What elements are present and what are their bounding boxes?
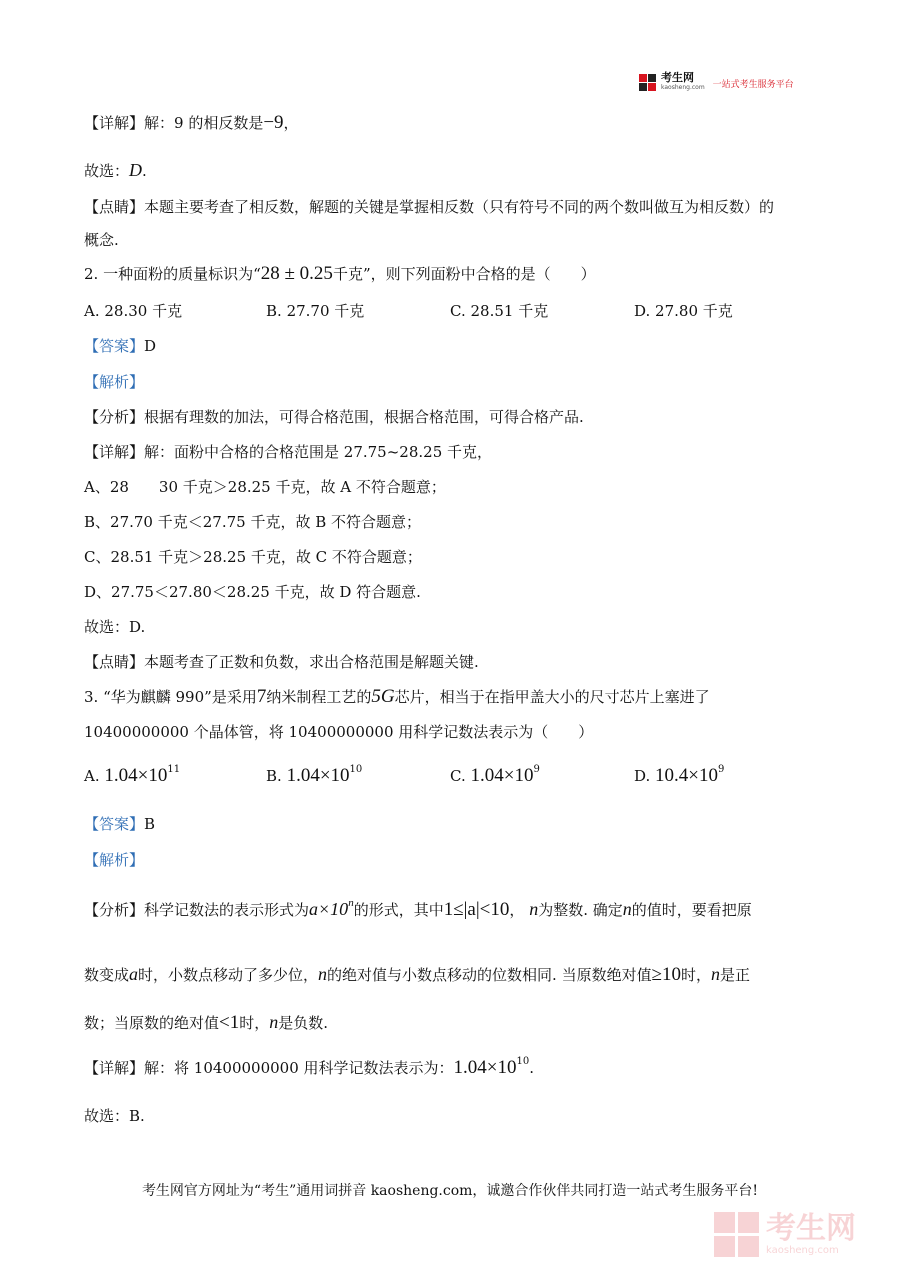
q2-detail: 【详解】解：面粉中合格的合格范围是 27.75~28.25 千克， [84,443,493,461]
q3-choose: 故选：B. [84,1107,145,1125]
q2-line-d: D、27.75＜27.80＜28.25 千克，故 D 符合题意. [84,583,421,601]
q3-fenxi-line2: 数变成a时，小数点移动了多少位，n的绝对值与小数点移动的位数相同. 当原数绝对值≥10时，n是正 [84,964,751,985]
logo-cn: 考生网 [661,71,694,84]
q3-fenxi-line3: 数；当原数的绝对值<1时，n是负数. [84,1012,329,1033]
q3-option-d: D. $10.4\times 10^9$ [634,764,725,786]
logo-icon [638,73,658,93]
q2-line-c: C、28.51 千克＞28.25 千克，故 C 不符合题意； [84,548,422,566]
watermark-cn: 考生网 [766,1211,856,1246]
q2-option-a: A. 28.30 千克 [84,302,183,320]
q2-line-a: A、28 30 千克＞28.25 千克，故 A 不符合题意； [84,478,446,496]
q2-stem: 2. 一种面粉的质量标识为“28 ± 0.25千克”，则下列面粉中合格的是（ ） [84,263,596,284]
watermark-logo-icon [714,1212,760,1258]
q2-option-b: B. 27.70 千克 [266,302,365,320]
q2-choose: 故选：D. [84,618,146,636]
logo-slogan: 一站式考生服务平台 [712,79,794,90]
q3-option-b: B. $1.04\times 10^{10}$ [266,764,363,786]
logo-text [661,73,705,93]
watermark-en: kaosheng.com [766,1245,839,1256]
q2-point: 【点睛】本题考查了正数和负数，求出合格范围是解题关键. [84,653,479,671]
q3-fenxi-line1: 【分析】科学记数法的表示形式为$a\times 10^n$的形式，其中1≤|a|<10， n为整数. 确定n的值时，要看把原 [84,897,752,920]
q2-analysis-tag: 【解析】 [84,373,145,391]
q3-option-a: A. $1.04\times 10^{11}$ [84,764,181,786]
q2-option-d: D. 27.80 千克 [634,302,733,320]
q1-point: 【点睛】本题主要考查了相反数，解题的关键是掌握相反数（只有符号不同的两个数叫做互为相反数）的 [84,198,775,216]
logo-en: kaosheng.com [661,84,705,91]
q3-answer: 【答案】B [84,815,156,833]
header-logo [638,72,794,94]
q3-detail: 【详解】解：将 10400000000 用科学记数法表示为：$1.04\times 10^{10}$. [84,1056,535,1078]
q2-fenxi: 【分析】根据有理数的加法，可得合格范围，根据合格范围，可得合格产品. [84,408,584,426]
watermark [714,1210,889,1260]
q1-detail: 【详解】解：9 的相反数是−9， [84,112,299,133]
q2-line-b: B、27.70 千克＜27.75 千克，故 B 不符合题意； [84,513,422,531]
q3-stem-line1: 3. “华为麒麟 990”是采用7纳米制程工艺的5G芯片，相当于在指甲盖大小的尺寸芯片上塞进了 [84,686,710,707]
q2-answer: 【答案】D [84,337,157,355]
q1-point-line2: 概念. [84,231,119,249]
footer-text: 考生网官方网址为“考生”通用词拼音 kaosheng.com，诚邀合作伙伴共同打造一站式考生服务平台! [141,1183,759,1199]
q2-option-c: C. 28.51 千克 [450,302,549,320]
q3-option-c: C. $1.04\times 10^9$ [450,764,540,786]
q3-analysis-tag: 【解析】 [84,851,145,869]
q1-choose: 故选：D. [84,160,147,180]
q3-stem-line2: 10400000000 个晶体管，将 10400000000 用科学记数法表示为（ ） [84,723,594,741]
